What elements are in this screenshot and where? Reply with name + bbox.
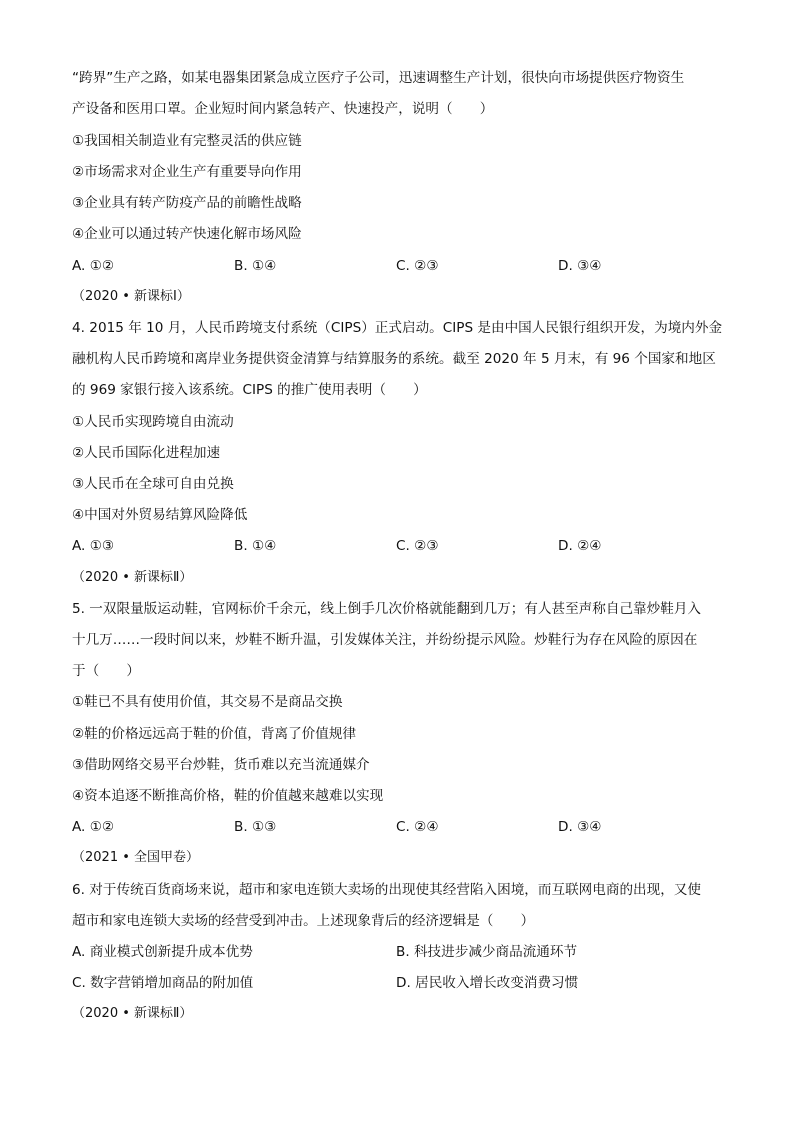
question-stem-line: “跨界”生产之路，如某电器集团紧急成立医疗子公司，迅速调整生产计划，很快向市场提供医疗物资生	[72, 70, 685, 86]
question-stem-line: 产设备和医用口罩。企业短时间内紧急转产、快速投产，说明（ ）	[72, 101, 494, 117]
answer-option-a: A. ①③	[72, 538, 115, 554]
statement-item: ④中国对外贸易结算风险降低	[72, 507, 248, 523]
statement-item: ③借助网络交易平台炒鞋，货币难以充当流通媒介	[72, 757, 370, 773]
answer-option-c: C. ②③	[396, 258, 439, 274]
statement-item: ②鞋的价格远远高于鞋的价值，背离了价值规律	[72, 726, 357, 742]
statement-item: ①鞋已不具有使用价值，其交易不是商品交换	[72, 694, 343, 710]
question-stem-line: 融机构人民币跨境和离岸业务提供资金清算与结算服务的系统。截至 2020 年 5 月末，有 96 个国家和地区	[72, 351, 716, 367]
answer-option-a: A. 商业模式创新提升成本优势	[72, 944, 253, 960]
answer-option-d: D. ③④	[558, 258, 602, 274]
answer-option-b: B. ①④	[234, 258, 277, 274]
statement-item: ③企业具有转产防疫产品的前瞻性战略	[72, 195, 302, 211]
question-stem-line: 的 969 家银行接入该系统。CIPS 的推广使用表明（ ）	[72, 382, 427, 398]
statement-item: ①人民币实现跨境自由流动	[72, 414, 234, 430]
question-source: （2020 • 新课标Ⅱ）	[72, 1006, 193, 1021]
answer-option-c: C. 数字营销增加商品的附加值	[72, 975, 254, 991]
question-source: （2020 • 新课标Ⅱ）	[72, 570, 193, 585]
answer-option-b: B. 科技进步减少商品流通环节	[396, 944, 578, 960]
question-stem-line: 于（ ）	[72, 663, 140, 679]
statement-item: ②市场需求对企业生产有重要导向作用	[72, 164, 302, 180]
statement-item: ④企业可以通过转产快速化解市场风险	[72, 226, 302, 242]
answer-option-d: D. 居民收入增长改变消费习惯	[396, 975, 579, 991]
statement-item: ①我国相关制造业有完整灵活的供应链	[72, 133, 302, 149]
answer-option-b: B. ①③	[234, 819, 277, 835]
question-stem-line: 超市和家电连锁大卖场的经营受到冲击。上述现象背后的经济逻辑是（ ）	[72, 913, 535, 929]
answer-option-a: A. ①②	[72, 258, 115, 274]
answer-option-d: D. ③④	[558, 819, 602, 835]
question-stem-line: 十几万……一段时间以来，炒鞋不断升温，引发媒体关注，并纷纷提示风险。炒鞋行为存在风险的原因在	[72, 632, 698, 648]
question-source: （2020 • 新课标Ⅰ）	[72, 289, 190, 304]
statement-item: ②人民币国际化进程加速	[72, 445, 221, 461]
question-stem-line: 6. 对于传统百货商场来说，超市和家电连锁大卖场的出现使其经营陷入困境，而互联网电商的出现，又使	[72, 882, 702, 898]
answer-option-c: C. ②④	[396, 819, 439, 835]
statement-item: ③人民币在全球可自由兑换	[72, 476, 234, 492]
answer-option-c: C. ②③	[396, 538, 439, 554]
question-stem-line: 5. 一双限量版运动鞋，官网标价千余元，线上倒手几次价格就能翻到几万；有人甚至声称自己靠炒鞋月入	[72, 601, 702, 617]
answer-option-d: D. ②④	[558, 538, 602, 554]
statement-item: ④资本追逐不断推高价格，鞋的价值越来越难以实现	[72, 788, 384, 804]
question-stem-line: 4. 2015 年 10 月，人民币跨境支付系统（CIPS）正式启动。CIPS 是由中国人民银行组织开发，为境内外金	[72, 320, 723, 336]
question-source: （2021 • 全国甲卷）	[72, 850, 200, 865]
answer-option-a: A. ①②	[72, 819, 115, 835]
answer-option-b: B. ①④	[234, 538, 277, 554]
